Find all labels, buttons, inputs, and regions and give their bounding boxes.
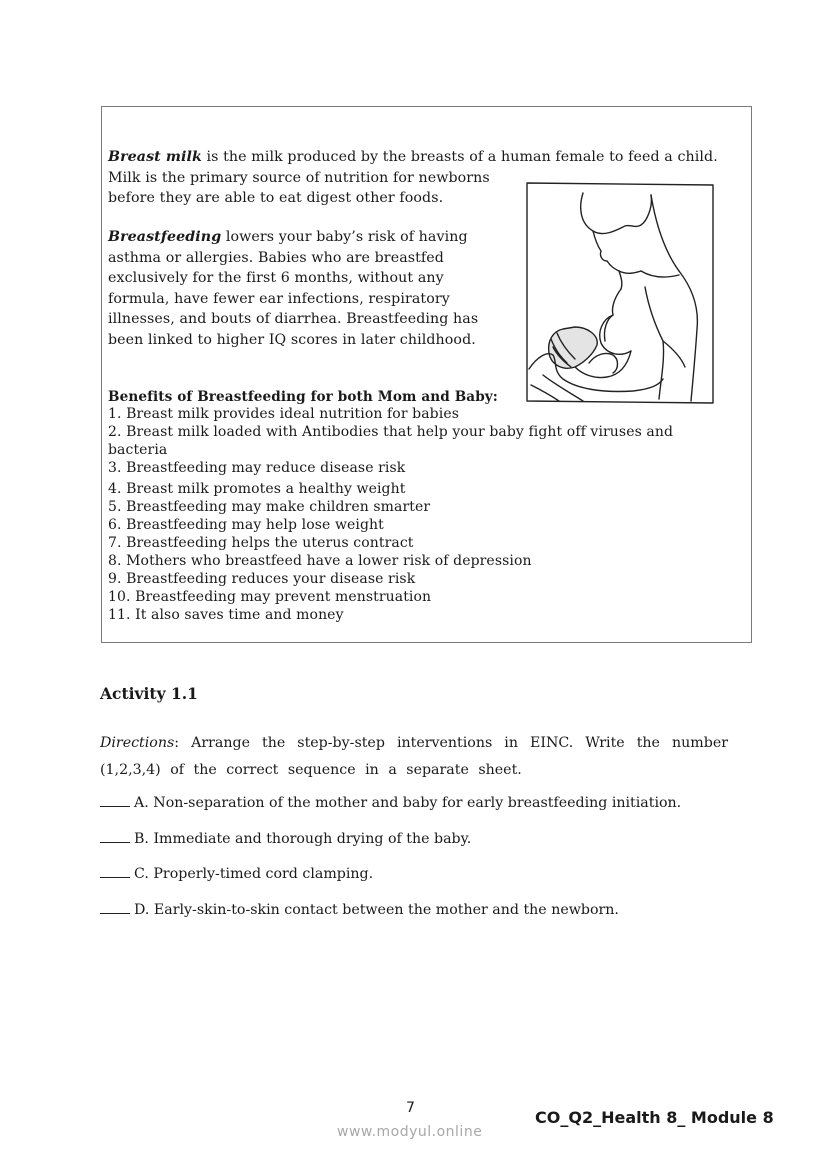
breastfeeding-line-2: asthma or allergies. Babies who are breastfed: [108, 250, 444, 266]
answer-blank[interactable]: [100, 901, 130, 914]
activity-title: Activity 1.1: [100, 684, 198, 703]
module-title: CO_Q2_Health 8_ Module 8: [535, 1108, 774, 1127]
benefit-item: 7. Breastfeeding helps the uterus contract: [108, 535, 414, 551]
benefit-item: 4. Breast milk promotes a healthy weight: [108, 481, 406, 497]
benefit-item: 2. Breast milk loaded with Antibodies that help your baby fight off viruses and: [108, 424, 674, 440]
mother-breastfeeding-illustration-icon: [523, 179, 715, 405]
breastfeeding-line-4: formula, have fewer ear infections, respiratory: [108, 291, 450, 307]
benefits-heading: Benefits of Breastfeeding for both Mom and Baby:: [108, 389, 498, 405]
breastfeeding-line-1: Breastfeeding lowers your baby’s risk of having: [108, 229, 468, 245]
benefit-item: 10. Breastfeeding may prevent menstruation: [108, 589, 432, 605]
benefit-item: 9. Breastfeeding reduces your disease risk: [108, 571, 416, 587]
page-number: 7: [406, 1100, 415, 1116]
breast-milk-line-2: Milk is the primary source of nutrition for newborns: [108, 170, 490, 186]
benefit-item: 3. Breastfeeding may reduce disease risk: [108, 460, 406, 476]
answer-blank[interactable]: [100, 830, 130, 843]
benefit-item: 1. Breast milk provides ideal nutrition for babies: [108, 406, 459, 422]
watermark: www.modyul.online: [337, 1124, 483, 1140]
benefit-item: 5. Breastfeeding may make children smarter: [108, 499, 431, 515]
breastfeeding-line-3: exclusively for the first 6 months, without any: [108, 270, 444, 286]
activity-item-d: D. Early-skin-to-skin contact between the mother and the newborn.: [100, 901, 619, 918]
breastfeeding-term: Breastfeeding: [108, 229, 222, 245]
benefit-item: 8. Mothers who breastfeed have a lower risk of depression: [108, 553, 532, 569]
activity-item-a: A. Non-separation of the mother and baby for early breastfeeding initiation.: [100, 794, 681, 811]
benefit-item: bacteria: [108, 442, 168, 458]
breast-milk-term: Breast milk: [108, 149, 202, 165]
benefit-item: 11. It also saves time and money: [108, 607, 344, 623]
breastfeeding-line-5: illnesses, and bouts of diarrhea. Breastfeeding has: [108, 311, 479, 327]
breast-milk-line-1: Breast milk is the milk produced by the breasts of a human female to feed a child.: [108, 149, 718, 165]
answer-blank[interactable]: [100, 865, 130, 878]
breastfeeding-line-6: been linked to higher IQ scores in later childhood.: [108, 332, 476, 348]
activity-item-c: C. Properly-timed cord clamping.: [100, 865, 373, 882]
breast-milk-line-3: before they are able to eat digest other foods.: [108, 190, 444, 206]
benefit-item: 6. Breastfeeding may help lose weight: [108, 517, 384, 533]
directions-label: Directions: [100, 735, 175, 751]
activity-item-b: B. Immediate and thorough drying of the baby.: [100, 830, 471, 847]
activity-directions: Directions: Arrange the step-by-step interventions in EINC. Write the number (1,2,3,4) of the correct sequence in a separate sheet.: [100, 735, 728, 778]
answer-blank[interactable]: [100, 794, 130, 807]
